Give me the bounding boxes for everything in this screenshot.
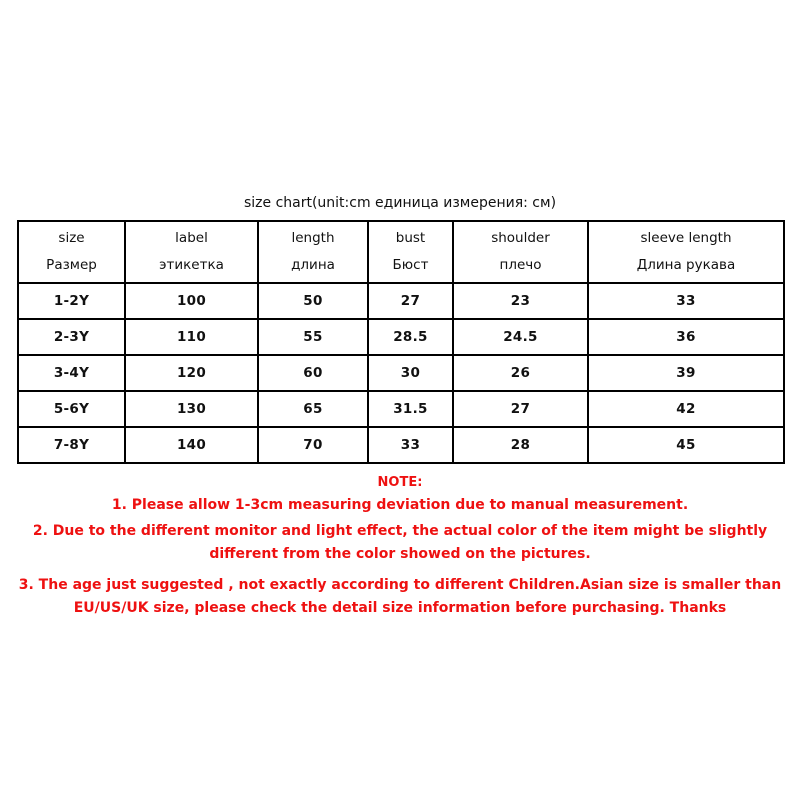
header-cell-length <box>259 222 369 284</box>
cell-sleeve-length: 45 <box>676 437 696 453</box>
header-ru: этикетка <box>159 257 224 273</box>
cell-length: 70 <box>259 428 369 462</box>
cell-shoulder: 23 <box>454 284 589 320</box>
cell-size: 5-6Y <box>19 392 126 428</box>
cell-bust: 31.5 <box>369 392 454 428</box>
table-row <box>19 428 783 462</box>
cell-label: 140 <box>126 428 259 462</box>
cell-length: 65 <box>259 392 369 428</box>
note-item: 2. Due to the different monitor and light effect, the actual color of the item might be slightly different from the color showed on the pictures. <box>32 523 768 562</box>
header-cell-sleeve-length <box>589 222 783 284</box>
note-item: 1. Please allow 1-3cm measuring deviation due to manual measurement. <box>111 497 689 513</box>
header-en: shoulder <box>491 230 550 246</box>
header-cell-bust <box>369 222 454 284</box>
size-chart-table <box>17 220 785 464</box>
header-en: size <box>58 230 85 246</box>
header-ru: длина <box>291 257 335 273</box>
header-cell-shoulder <box>454 222 589 284</box>
cell-bust: 28.5 <box>369 320 454 356</box>
cell-sleeve-length: 36 <box>589 320 783 356</box>
table-row <box>19 356 783 392</box>
cell-shoulder: 27 <box>454 392 589 428</box>
header-en: length <box>291 230 335 246</box>
cell-size: 1-2Y <box>19 284 126 320</box>
cell-length: 60 <box>259 356 369 392</box>
notes-heading: NOTE: <box>377 475 423 490</box>
header-ru: Бюст <box>392 257 429 273</box>
cell-shoulder: 26 <box>454 356 589 392</box>
table-row <box>19 320 783 356</box>
cell-label: 130 <box>126 392 259 428</box>
cell-length: 50 <box>259 284 369 320</box>
header-en: label <box>175 230 208 246</box>
header-en: bust <box>395 230 426 246</box>
cell-shoulder: 24.5 <box>454 320 589 356</box>
cell-sleeve-length: 39 <box>589 356 783 392</box>
cell-bust: 33 <box>369 428 454 462</box>
cell-size: 7-8Y <box>19 428 126 462</box>
cell-label: 120 <box>126 356 259 392</box>
table-header-row <box>19 222 783 284</box>
note-item: 3. The age just suggested , not exactly according to different Children.Asian size is smaller than EU/US/UK size, please check the detail size information before purchasing. Thanks <box>18 577 782 616</box>
cell-bust: 27 <box>369 284 454 320</box>
header-ru: плечо <box>499 257 542 273</box>
cell-shoulder: 28 <box>454 428 589 462</box>
cell-sleeve-length: 42 <box>589 392 783 428</box>
cell-label: 110 <box>126 320 259 356</box>
cell-label: 100 <box>126 284 259 320</box>
header-cell-label <box>126 222 259 284</box>
chart-title: size chart(unit:cm единица измерения: см) <box>243 195 557 211</box>
notes-section <box>0 471 800 620</box>
cell-bust: 30 <box>369 356 454 392</box>
cell-size: 2-3Y <box>19 320 126 356</box>
cell-length: 55 <box>259 320 369 356</box>
header-en: sleeve length <box>640 230 732 246</box>
header-ru: Размер <box>46 257 97 273</box>
cell-sleeve-length: 33 <box>589 284 783 320</box>
header-cell-size <box>19 222 126 284</box>
table-row <box>19 284 783 320</box>
table-row <box>19 392 783 428</box>
cell-size: 3-4Y <box>19 356 126 392</box>
header-ru: Длина рукава <box>636 257 736 273</box>
